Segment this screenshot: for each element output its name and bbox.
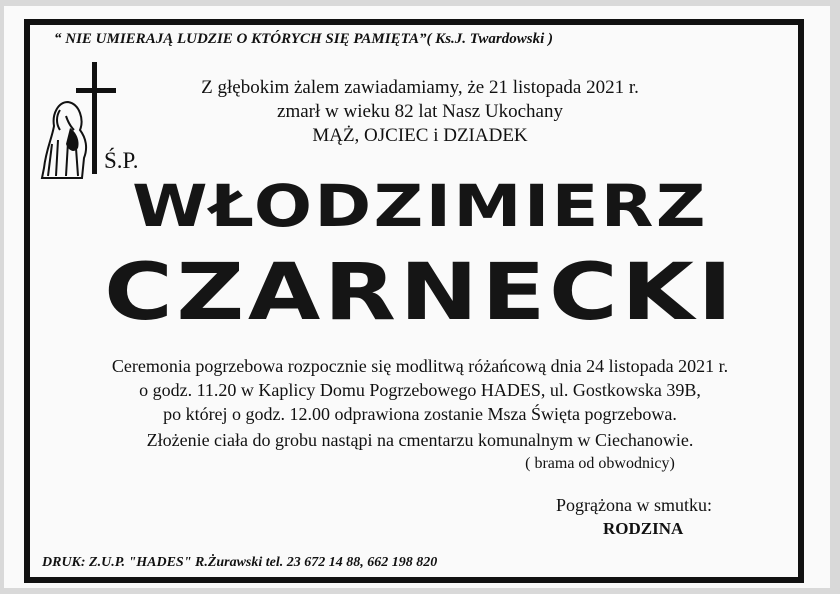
ceremony-line: o godz. 11.20 w Kaplicy Domu Pogrzebowego HADES, ul. Gostkowska 39B, [139, 380, 701, 400]
announcement-line: zmarł w wieku 82 lat Nasz Ukochany [277, 101, 563, 122]
ceremony-note: ( brama od obwodnicy) [525, 455, 675, 472]
announcement-line: MĄŻ, OJCIEC i DZIADEK [312, 125, 528, 146]
family-signature: RODZINA [603, 519, 684, 538]
printer-footer: DRUK: Z.U.P. "HADES" R.Żurawski tel. 23 672 14 88, 662 198 820 [42, 555, 438, 570]
deceased-last-name: CZARNECKI [104, 248, 736, 338]
deceased-first-name: WŁODZIMIERZ [132, 172, 708, 240]
mourning-text: Pogrążona w smutku: [556, 495, 712, 515]
ceremony-line: po której o godz. 12.00 odprawiona zostanie Msza Święta pogrzebowa. [163, 404, 677, 424]
ceremony-line: Złożenie ciała do grobu nastąpi na cmentarzu komunalnym w Ciechanowie. [146, 430, 694, 450]
ceremony-line: Ceremonia pogrzebowa rozpocznie się modlitwą różańcową dnia 24 listopada 2021 r. [111, 356, 729, 376]
prefix-sp: Ś.P. [104, 148, 139, 173]
motto-quote: “ NIE UMIERAJĄ LUDZIE O KTÓRYCH SIĘ PAMIĘTA”( Ks.J. Twardowski ) [54, 31, 553, 47]
announcement-line: Z głębokim żalem zawiadamiamy, że 21 listopada 2021 r. [201, 77, 639, 98]
